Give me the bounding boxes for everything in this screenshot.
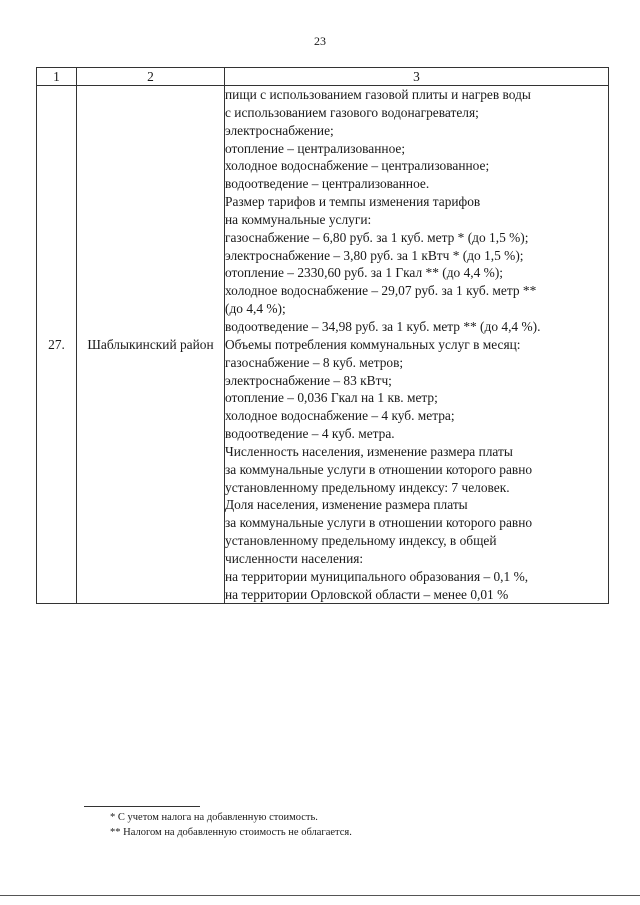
- content-line: водоотведение – 4 куб. метра.: [225, 426, 395, 442]
- content-line: отопление – 2330,60 руб. за 1 Гкал ** (до 4,4 %);: [225, 265, 503, 281]
- page-number: 23: [314, 34, 326, 48]
- content-line: установленному предельному индексу: 7 человек.: [225, 479, 510, 495]
- content-line: за коммунальные услуги в отношении которого равно: [225, 461, 533, 477]
- content-line: на коммунальные услуги:: [225, 211, 372, 227]
- content-line: электроснабжение – 83 кВтч;: [225, 372, 392, 388]
- content-line: электроснабжение;: [225, 122, 334, 138]
- content-line: отопление – 0,036 Гкал на 1 кв. метр;: [225, 390, 438, 406]
- content-line: холодное водоснабжение – централизованное;: [225, 158, 490, 174]
- content-line: пищи с использованием газовой плиты и нагрев воды: [225, 87, 531, 102]
- content-line: (до 4,4 %);: [225, 301, 286, 317]
- content-line: Численность населения, изменение размера платы: [225, 443, 513, 459]
- content-line: отопление – централизованное;: [225, 140, 406, 156]
- content-line: холодное водоснабжение – 29,07 руб. за 1 куб. метр **: [225, 283, 537, 299]
- content-line: электроснабжение – 3,80 руб. за 1 кВтч * (до 1,5 %);: [225, 247, 524, 263]
- content-line: за коммунальные услуги в отношении которого равно: [225, 515, 533, 531]
- content-line: на территории муниципального образования – 0,1 %,: [225, 568, 529, 584]
- content-line: Доля населения, изменение размера платы: [225, 497, 468, 513]
- content-line: водоотведение – 34,98 руб. за 1 куб. метр ** (до 4,4 %).: [225, 318, 541, 334]
- content-line: газоснабжение – 8 куб. метров;: [225, 354, 404, 370]
- header-col-1: 1: [37, 68, 77, 86]
- content-line: Размер тарифов и темпы изменения тарифов: [225, 194, 481, 210]
- footnotes: [110, 810, 352, 840]
- content-line: установленному предельному индексу, в общей: [225, 533, 497, 549]
- district-name: Шаблыкинский район: [77, 86, 225, 604]
- row-content: [225, 86, 609, 604]
- page-bottom-rule: [0, 895, 640, 896]
- content-line: холодное водоснабжение – 4 куб. метра;: [225, 408, 455, 424]
- tariff-table: [36, 67, 609, 604]
- footnote-vat-exempt: ** Налогом на добавленную стоимость не облагается.: [110, 827, 352, 838]
- footnote-vat-included: * С учетом налога на добавленную стоимость.: [110, 812, 318, 823]
- content-line: численности населения:: [225, 550, 364, 566]
- content-line: Объемы потребления коммунальных услуг в месяц:: [225, 336, 521, 352]
- content-line: на территории Орловской области – менее 0,01 %: [225, 586, 509, 602]
- content-line: с использованием газового водонагревателя;: [225, 104, 479, 120]
- footnote-separator: [84, 806, 200, 807]
- header-col-3: 3: [225, 68, 609, 86]
- content-line: водоотведение – централизованное.: [225, 176, 430, 192]
- row-number: 27.: [37, 86, 77, 604]
- content-lines: [225, 86, 608, 603]
- header-col-2: 2: [77, 68, 225, 86]
- table-header-row: [37, 68, 609, 86]
- content-line: газоснабжение – 6,80 руб. за 1 куб. метр * (до 1,5 %);: [225, 229, 529, 245]
- table-row: [37, 86, 609, 604]
